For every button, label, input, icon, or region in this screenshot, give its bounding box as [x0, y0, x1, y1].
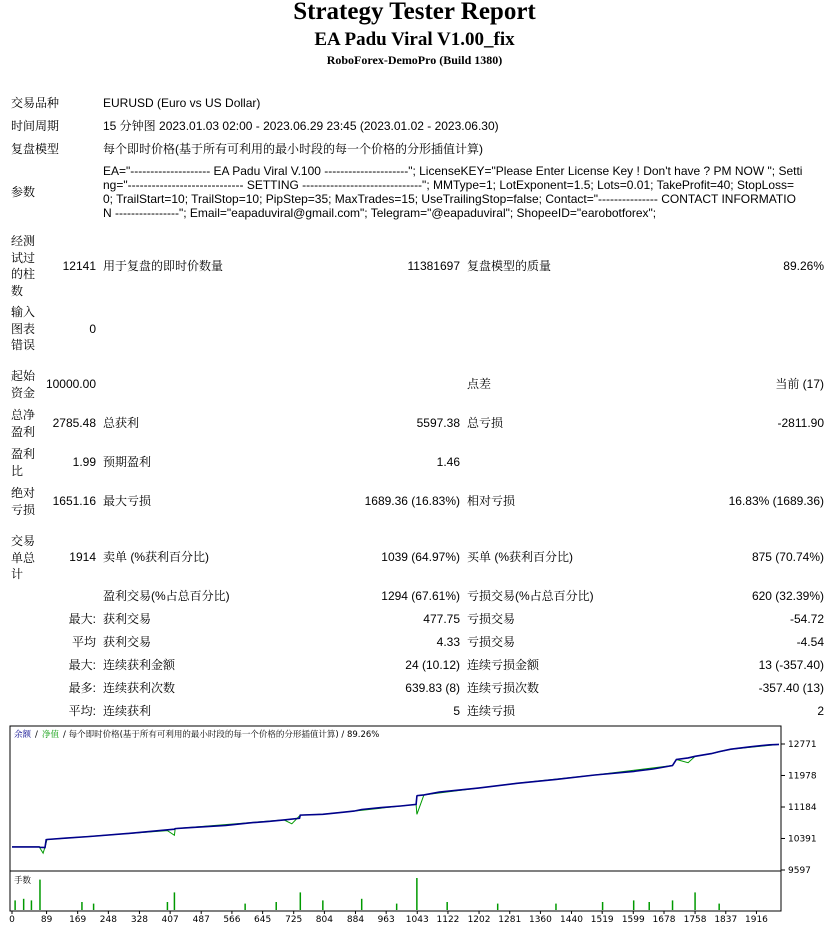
ticks-value: 11381697: [407, 259, 460, 273]
x-tick-label: 1599: [621, 915, 645, 925]
payoff-value: 1.46: [436, 455, 460, 469]
x-tick-label: 963: [377, 915, 395, 925]
largest-prefix: 最大:: [68, 612, 96, 626]
legend-description: / 每个即时价格(基于所有可利用的最小时段的每一个价格的分形插值计算) / 89.26%: [63, 730, 380, 740]
x-tick-label: 1122: [436, 915, 460, 925]
net-profit-value: 2785.48: [52, 416, 96, 430]
loss-trades-value: 620 (32.39%): [751, 589, 824, 603]
quality-value: 89.26%: [783, 259, 824, 273]
avg-consec-loss-value: 2: [817, 704, 824, 718]
max-consec-win-value: 24 (10.12): [405, 658, 460, 672]
x-tick-label: 407: [161, 915, 179, 925]
ea-name: EA Padu Viral V1.00_fix: [314, 29, 515, 50]
loss-trades-label: 亏损交易(%占总百分比): [467, 589, 594, 603]
gross-loss-label: 总亏损: [467, 416, 504, 430]
y-tick-label: 9597: [788, 866, 811, 876]
volume-plot-frame: [10, 871, 781, 911]
avg-win-value: 4.33: [436, 635, 460, 649]
avg-consec-win-value: 5: [453, 704, 460, 718]
model-value: 每个即时价格(基于所有可利用的最小时段的每一个价格的分形插值计算): [103, 142, 483, 156]
avg-consec-prefix: 平均:: [68, 704, 96, 718]
x-tick-label: 1440: [560, 915, 583, 925]
x-tick-label: 0: [9, 915, 15, 925]
win-trades-label: 盈利交易(%占总百分比): [103, 589, 230, 603]
max-drawdown-label: 最大亏损: [103, 494, 152, 508]
rel-drawdown-label: 相对亏损: [467, 494, 516, 508]
x-tick-label: 884: [346, 915, 365, 925]
symbol-value: EURUSD (Euro vs US Dollar): [103, 96, 261, 110]
x-tick-label: 1360: [528, 915, 552, 925]
largest-loss-value: -54.72: [789, 612, 824, 626]
x-tick-label: 1281: [498, 915, 522, 925]
avg-loss-value: -4.54: [796, 635, 824, 649]
rel-drawdown-value: 16.83% (1689.36): [728, 494, 824, 508]
x-tick-label: 1758: [683, 915, 707, 925]
legend-sep: /: [35, 730, 38, 740]
spread-label: 点差: [467, 377, 492, 391]
x-tick-label: 1916: [745, 915, 768, 925]
bars-value: 12141: [62, 259, 96, 273]
x-tick-label: 169: [69, 915, 87, 925]
params-label: 参数: [11, 185, 36, 199]
net-profit-label: 总净盈利: [11, 408, 36, 439]
payoff-label: 预期盈利: [103, 455, 152, 469]
balance-chart: [10, 726, 824, 926]
avg-consec-loss-label: 连续亏损: [467, 704, 516, 718]
gross-profit-label: 总获利: [103, 416, 140, 430]
max-consec-loss-value: 13 (-357.40): [758, 658, 824, 672]
report-title: Strategy Tester Report: [293, 0, 536, 25]
x-tick-label: 1837: [714, 915, 738, 925]
largest-loss-label: 亏损交易: [467, 612, 516, 626]
x-tick-label: 566: [223, 915, 241, 925]
max-consec-loss-label: 连续亏损金额: [467, 658, 540, 672]
x-tick-label: 1678: [652, 915, 676, 925]
errors-value: 0: [89, 322, 96, 336]
x-tick-label: 804: [315, 915, 333, 925]
most-consec-loss-label: 连续亏损次数: [467, 681, 540, 695]
gross-profit-value: 5597.38: [416, 416, 460, 430]
total-trades-value: 1914: [69, 550, 96, 564]
gross-loss-value: -2811.90: [777, 416, 824, 430]
total-trades-label: 交易单总计: [11, 534, 36, 581]
max-drawdown-value: 1689.36 (16.83%): [364, 494, 460, 508]
average-prefix: 平均: [71, 635, 96, 649]
period-value: 15 分钟图 2023.01.03 02:00 - 2023.06.29 23:45 (2023.01.02 - 2023.06.30): [103, 119, 499, 133]
long-label: 买单 (%获利百分比): [467, 550, 573, 564]
largest-win-label: 获利交易: [103, 612, 152, 626]
period-label: 时间周期: [11, 119, 60, 133]
errors-label: 输入图表错误: [11, 305, 36, 352]
x-tick-label: 1519: [590, 915, 614, 925]
abs-drawdown-label: 绝对亏损: [11, 486, 36, 517]
main-plot-frame: [10, 726, 781, 871]
chart-legend: [14, 729, 379, 740]
largest-win-value: 477.75: [423, 612, 460, 626]
y-tick-label: 11978: [788, 771, 817, 782]
legend-balance: 余额: [14, 730, 32, 740]
x-tick-label: 645: [254, 915, 272, 925]
win-trades-value: 1294 (67.61%): [381, 589, 460, 603]
short-value: 1039 (64.97%): [381, 550, 460, 564]
legend-equity: 净值: [42, 730, 60, 740]
model-label: 复盘模型: [11, 142, 60, 156]
max-consec-prefix: 最大:: [68, 658, 96, 672]
x-tick-label: 89: [40, 915, 53, 925]
deposit-label: 起始资金: [11, 369, 36, 400]
profit-factor-label: 盈利比: [11, 447, 36, 478]
x-tick-label: 1202: [467, 915, 491, 925]
volume-label: 手数: [14, 876, 32, 886]
most-consec-loss-value: -357.40 (13): [758, 681, 824, 695]
avg-loss-label: 亏损交易: [467, 635, 516, 649]
long-value: 875 (70.74%): [751, 550, 824, 564]
x-tick-label: 328: [130, 915, 149, 925]
broker-build: RoboForex-DemoPro (Build 1380): [326, 53, 503, 67]
abs-drawdown-value: 1651.16: [52, 494, 96, 508]
avg-consec-win-label: 连续获利: [103, 704, 152, 718]
x-tick-label: 487: [192, 915, 210, 925]
bars-label: 经测试过的柱数: [11, 234, 36, 298]
ticks-label: 用于复盘的即时价数量: [103, 259, 224, 273]
spread-value: 当前 (17): [775, 377, 824, 391]
x-tick-label: 725: [285, 915, 303, 925]
x-tick-label: 1043: [405, 915, 429, 925]
most-consec-prefix: 最多:: [68, 681, 96, 695]
profit-factor-value: 1.99: [72, 455, 96, 469]
deposit-value: 10000.00: [45, 377, 96, 391]
params-value: EA="-------------------- EA Padu Viral V.100 ---------------------"; LicenseKEY="Please Enter License Key ! Don't have ? PM NOW "; Setting="----------------------------- SETTING ------------------------------"; MMType=1; LotExponent=1.5; Lots=0.01; TakeProfit=40; StopLoss=0; TrailStart=10; TrailStop=10; PipStep=35; MaxTrades=15; UseTrailingStop=false; Contact="--------------- CONTACT INFORMATION ----------------"; Email="eapaduviral@gmail.com"; Telegram="@eapaduviral"; ShopeeID="earobotforex";: [103, 164, 803, 220]
quality-label: 复盘模型的质量: [467, 259, 552, 273]
symbol-label: 交易品种: [11, 96, 60, 110]
y-tick-label: 10391: [788, 834, 817, 845]
max-consec-win-label: 连续获利金额: [103, 658, 176, 672]
most-consec-win-value: 639.83 (8): [405, 681, 460, 695]
short-label: 卖单 (%获利百分比): [103, 550, 209, 564]
avg-win-label: 获利交易: [103, 635, 152, 649]
y-tick-label: 11184: [788, 803, 817, 813]
most-consec-win-label: 连续获利次数: [103, 681, 176, 695]
y-tick-label: 12771: [788, 740, 817, 750]
x-tick-label: 248: [99, 915, 117, 925]
